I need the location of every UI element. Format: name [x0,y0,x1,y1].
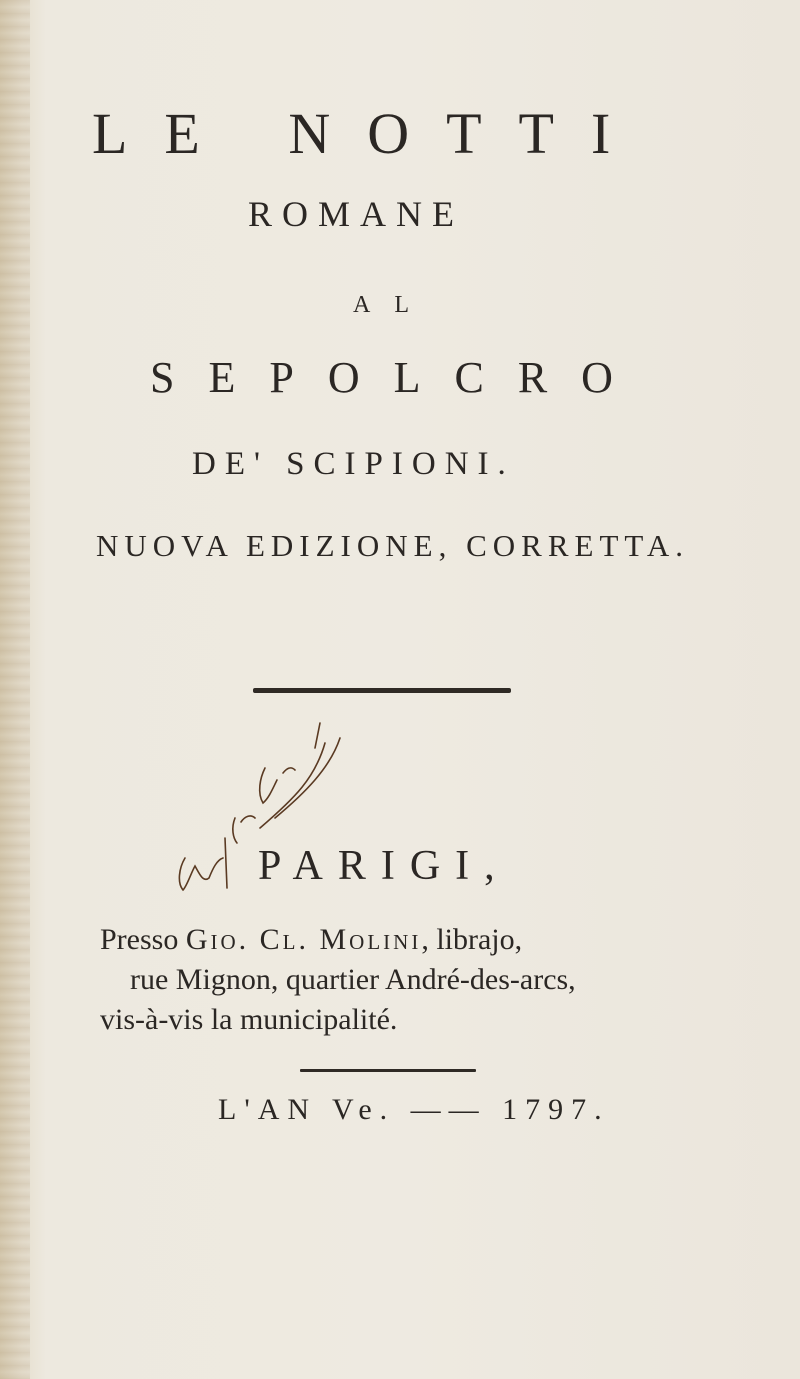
imprint-block [100,920,700,1040]
place-of-publication: PARIGI, [258,843,510,889]
title-line-scipioni: DE' SCIPIONI. [192,446,515,482]
imprint-printer: Gio. Cl. Molini [185,923,422,956]
imprint-line-3: vis-à-vis la municipalité. [100,1003,398,1036]
title-line-al: AL [353,292,433,318]
imprint-presso: Presso [100,923,179,956]
imprint-line-2: rue Mignon, quartier André-des-arcs, [130,963,576,996]
page-edge-shadow [0,0,30,1379]
imprint-line-1 [100,920,700,960]
title-line-le-notti: LE NOTTI [92,101,648,166]
publication-date: L'AN Ve. —— 1797. [218,1093,610,1126]
decorative-rule [253,688,511,693]
title-line-sepolcro: SEPOLCRO [150,353,647,402]
title-line-romane: ROMANE [248,194,465,234]
decorative-rule-small [300,1069,476,1072]
edition-statement: NUOVA EDIZIONE, CORRETTA. [96,528,689,563]
imprint-line-1-tail: , librajo, [421,923,523,956]
